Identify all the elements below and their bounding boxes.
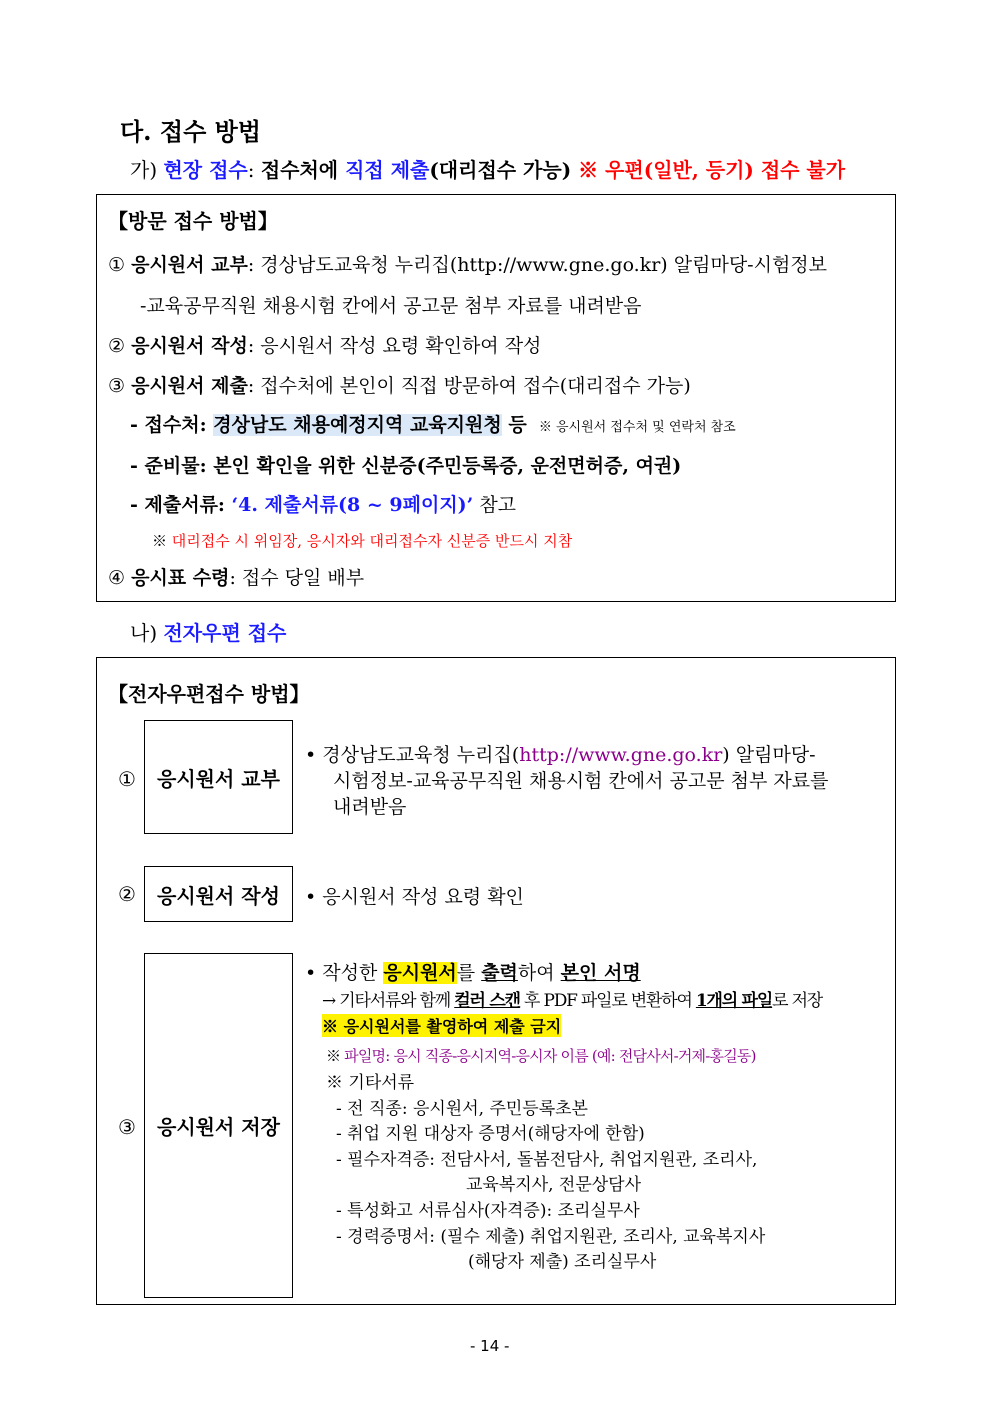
- email-row-3-warning: ※ 응시원서를 촬영하여 제출 금지: [322, 1014, 561, 1037]
- email-row-3-number: ③: [118, 1115, 136, 1139]
- row-text: • 작성한: [305, 962, 384, 984]
- row-emphasis: 컬러 스캔: [454, 991, 520, 1011]
- row-text: 하여: [517, 962, 561, 984]
- email-row-3-line-11: - 경력증명서: (필수 제출) 취업지원관, 조리사, 교육복지사: [336, 1227, 766, 1247]
- row-text: ) 알림마당-: [722, 744, 816, 766]
- email-row-3-line-2: [322, 986, 822, 1011]
- row-text: 로 저장: [772, 991, 823, 1011]
- visit-header: 【방문 접수 방법】: [108, 209, 278, 233]
- email-row-1-line-3: 내려받음: [333, 796, 407, 818]
- email-row-3-line-9: 교육복지사, 전문상담사: [466, 1175, 642, 1195]
- row-emphasis: 출력: [481, 962, 518, 984]
- email-row-2-label: [144, 866, 293, 922]
- step-title: 응시원서 작성: [131, 335, 248, 357]
- email-row-3-filename: [326, 1045, 756, 1066]
- email-header: 【전자우편접수 방법】: [108, 682, 310, 706]
- onsite-line: [130, 154, 845, 183]
- filename-rule: 파일명: 응시 직종-응시지역-응시자 이름 (예: 전담사서-거제-홍길동): [344, 1047, 756, 1065]
- row-label-text: 응시원서 작성: [157, 883, 280, 908]
- visit-detail-prep: - 준비물: 본인 확인을 위한 신분증(주민등록증, 운전면허증, 여권): [130, 455, 682, 477]
- section-title: 다. 접수 방법: [120, 117, 261, 146]
- email-row-2-text: • 응시원서 작성 요령 확인: [305, 886, 524, 908]
- email-row-3-line-5: ※ 기타서류: [326, 1073, 415, 1093]
- email-row-3-label: [144, 953, 293, 1298]
- email-row-3-line-1: [305, 958, 641, 985]
- page-number: - 14 -: [470, 1337, 510, 1355]
- email-row-2-number: ②: [118, 882, 136, 906]
- row-highlight: 응시원서: [383, 962, 457, 984]
- step-number: ④: [108, 567, 126, 589]
- row-text: → 기타서류와 함께: [322, 991, 455, 1011]
- step-text: : 접수 당일 배부: [229, 567, 365, 589]
- row-emphasis: 1개의 파일: [695, 991, 773, 1011]
- visit-detail-location: [130, 410, 736, 437]
- note-mark: ※: [152, 532, 172, 550]
- onsite-colon: :: [247, 158, 261, 182]
- email-prefix: 나): [130, 621, 164, 645]
- step-number: ③: [108, 375, 126, 397]
- visit-step-1: [108, 250, 827, 277]
- detail-label: - 접수처:: [130, 414, 214, 436]
- row-emphasis: 본인 서명: [560, 962, 641, 984]
- email-row-3-line-8: - 필수자격증: 전담사서, 돌봄전담사, 취업지원관, 조리사,: [336, 1150, 758, 1170]
- visit-step-1-cont: -교육공무직원 채용시험 칸에서 공고문 첨부 자료를 내려받음: [140, 295, 642, 317]
- step-number: ②: [108, 335, 126, 357]
- email-row-3-line-12: (해당자 제출) 조리실무사: [468, 1252, 657, 1272]
- onsite-label: 현장 접수: [163, 158, 248, 182]
- email-row-1-line-1: [305, 740, 816, 767]
- email-row-3-line-10: - 특성화고 서류심사(자격증): 조리실무사: [336, 1201, 640, 1221]
- step-text: : 응시원서 작성 요령 확인하여 작성: [247, 335, 542, 357]
- note-mark: ※: [326, 1047, 345, 1065]
- row-text: 후 PDF 파일로 변환하여: [519, 991, 696, 1011]
- step-title: 응시원서 제출: [131, 375, 248, 397]
- detail-tail: 참고: [473, 494, 517, 516]
- email-row-3-line-6: - 전 직종: 응시원서, 주민등록초본: [336, 1099, 588, 1119]
- detail-tail: 등: [501, 414, 527, 436]
- visit-detail-docs: [130, 490, 516, 517]
- row-label-text: 응시원서 저장: [157, 1115, 280, 1139]
- detail-value: ‘4. 제출서류(8 ~ 9페이지)’: [231, 494, 474, 516]
- onsite-t1: 접수처에: [260, 158, 346, 182]
- visit-step-2: [108, 331, 541, 358]
- row-text: 를: [456, 962, 482, 984]
- email-row-1-number: ①: [118, 767, 136, 791]
- note-text: 대리접수 시 위임장, 응시자와 대리접수자 신분증 반드시 지참: [171, 532, 573, 550]
- email-row-1-line-2: 시험정보-교육공무직원 채용시험 칸에서 공고문 첨부 자료를: [333, 770, 829, 792]
- step-title: 응시표 수령: [131, 567, 230, 589]
- email-row-1-label: [144, 720, 293, 834]
- visit-proxy-note: [152, 530, 572, 551]
- row-text: • 경상남도교육청 누리집(: [305, 744, 520, 766]
- onsite-warning: ※ 우편(일반, 등기) 접수 불가: [578, 158, 846, 182]
- visit-step-3: [108, 371, 691, 398]
- onsite-t2: 직접 제출: [345, 158, 430, 182]
- detail-label: - 제출서류:: [130, 494, 232, 516]
- onsite-prefix: 가): [130, 158, 164, 182]
- step-text: : 경상남도교육청 누리집(http://www.gne.go.kr) 알림마당-시험정보: [247, 254, 828, 276]
- url-link: http://www.gne.go.kr: [519, 744, 723, 766]
- row-label-text: 응시원서 교부: [157, 766, 280, 791]
- visit-step-4: [108, 563, 364, 590]
- step-text: : 접수처에 본인이 직접 방문하여 접수(대리접수 가능): [247, 375, 691, 397]
- email-line: [130, 617, 286, 646]
- onsite-t3: (대리접수 가능): [429, 158, 579, 182]
- step-number: ①: [108, 254, 126, 276]
- email-row-3-line-7: - 취업 지원 대상자 증명서(해당자에 한함): [336, 1124, 645, 1144]
- step-title: 응시원서 교부: [131, 254, 248, 276]
- detail-value: 경상남도 채용예정지역 교육지원청: [213, 414, 502, 436]
- email-label: 전자우편 접수: [163, 621, 287, 645]
- detail-note: ※ 응시원서 접수처 및 연락처 참조: [538, 420, 736, 435]
